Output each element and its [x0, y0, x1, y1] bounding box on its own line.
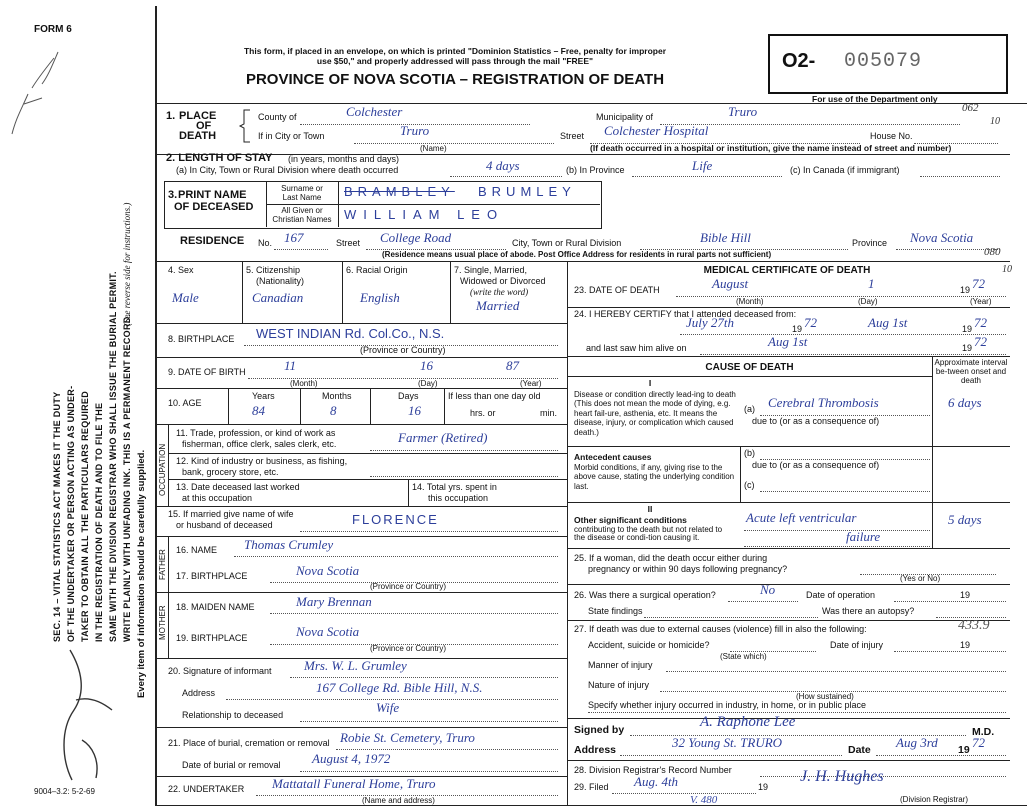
state-which: (State which) [720, 652, 767, 661]
informant-address-label: Address [182, 688, 216, 698]
stay-c-line [920, 176, 1000, 177]
attended-to-year: 72 [974, 315, 987, 330]
cause-a-value: Cerebral Thrombosis [768, 395, 879, 410]
attended-from-line [680, 334, 1006, 335]
rule-cause-3 [567, 548, 1010, 549]
stay-label: 2. LENGTH OF STAY [166, 152, 273, 164]
age-div-3 [370, 388, 371, 424]
filed-label: 29. Filed [574, 782, 609, 792]
street-label: Street [560, 131, 585, 141]
trade-value: Farmer (Retired) [398, 430, 488, 445]
rule-occ-2 [168, 479, 567, 480]
mother-maiden-line [270, 613, 558, 614]
other-interval: 5 days [948, 512, 982, 527]
marital-value: Married [476, 298, 520, 313]
filed-value: Aug. 4th [634, 774, 679, 789]
residence-note: (Residence means usual place of abode. Post Office Address for residents in rural parts not sufficient) [382, 250, 772, 259]
margin-signature [52, 640, 132, 790]
sex-value: Male [172, 290, 199, 305]
injury-date-19: 19 [960, 640, 971, 650]
burial-date-value: August 4, 1972 [312, 751, 391, 766]
antecedent-label: Antecedent causes [574, 452, 652, 462]
other-line-1 [744, 530, 930, 531]
rule-cause-1 [567, 446, 1010, 447]
age-div-1 [228, 388, 229, 424]
sig-address-line [620, 755, 842, 756]
dob-day: 16 [420, 358, 433, 373]
residence-city: Bible Hill [700, 230, 751, 245]
sig-date-year: 72 [972, 735, 985, 750]
given-value: WILLIAM LEO [344, 207, 505, 222]
side-note-6: WRITE PLAINLY WITH UNFADING INK. THIS IS A PERMANENT RECORD. [122, 313, 132, 642]
stay-b-label: (b) In Province [566, 165, 625, 175]
burial-place-label: 21. Place of burial, cremation or removal [168, 738, 330, 748]
other-label: Other significant conditions [574, 515, 687, 525]
column-divider [567, 261, 568, 805]
dod-day: 1 [868, 276, 875, 291]
attended-label: 24. I HEREBY CERTIFY that I attended deceased from: [574, 309, 797, 319]
name-num: 3. [168, 189, 178, 201]
md-label: M.D. [972, 726, 995, 738]
residence-label: RESIDENCE [180, 235, 245, 247]
stay-b-value: Life [692, 158, 713, 173]
roman-two: II [647, 504, 653, 514]
dept-code-2: 10 [990, 116, 1000, 127]
street-value: Colchester Hospital [604, 123, 709, 138]
undertaker-value: Mattatall Funeral Home, Truro [272, 776, 436, 791]
city-line [354, 143, 554, 144]
days-label: Days [398, 391, 419, 401]
form-label: FORM 6 [34, 24, 72, 35]
cause-b-label: (b) [744, 448, 755, 458]
cause-title: CAUSE OF DEATH [705, 362, 794, 373]
dod-year-prefix: 19 [960, 285, 971, 295]
dod-line [676, 296, 1006, 297]
row4-div-1 [242, 261, 243, 323]
house-label: House No. [870, 131, 913, 141]
other-line-2 [744, 546, 930, 547]
q27-label: 27. If death was due to external causes (violence) fill in also the following: [574, 624, 867, 634]
print-code: 9004–3.2: 5-2-69 [34, 787, 95, 796]
stay-b-line [632, 176, 782, 177]
residence-street-label: Street [336, 238, 361, 248]
manner-label: Manner of injury [588, 660, 653, 670]
side-note-2: OF THE UNDERTAKER OR PERSON ACTING AS UNDER- [66, 385, 76, 642]
hospital-note: (If death occurred in a hospital or institution, give the name instead of street and number) [590, 143, 952, 153]
residence-province: Nova Scotia [910, 230, 974, 245]
city-label: If in City or Town [258, 131, 325, 141]
q25-label-2: pregnancy or within 90 days following pregnancy? [588, 564, 788, 574]
dod-year-hint: (Year) [970, 297, 992, 306]
dob-label: 9. DATE OF BIRTH [168, 367, 246, 377]
op-date-19: 19 [960, 590, 971, 600]
burial-place-value: Robie St. Cemetery, Truro [340, 730, 475, 745]
due-to-b: due to (or as a consequence of) [752, 460, 880, 470]
citizenship-hint: (Nationality) [256, 276, 305, 286]
attended-from: July 27th [686, 315, 735, 330]
county-label: County of [258, 112, 297, 122]
informant-relationship-line [300, 721, 558, 722]
dod-month: August [712, 276, 749, 291]
dod-month-hint: (Month) [736, 297, 764, 306]
injury-date-label: Date of injury [830, 640, 884, 650]
side-note-1: SEC. 14 – VITAL STATISTICS ACT MAKES IT THE DUTY [52, 391, 62, 642]
approx-interval-label: Approximate interval be-tween onset and death [934, 358, 1008, 385]
dob-day-hint: (Day) [418, 379, 438, 388]
filed-line [612, 793, 756, 794]
father-name-value: Thomas Crumley [244, 537, 334, 552]
father-side-label: FATHER [158, 549, 167, 580]
birthplace-hint: (Province or Country) [360, 345, 446, 355]
min-label: min. [540, 408, 558, 418]
stay-c-label: (c) In Canada (if immigrant) [790, 165, 900, 175]
years-label: Years [252, 391, 275, 401]
accident-label: Accident, suicide or homicide? [588, 640, 710, 650]
autopsy-label: Was there an autopsy? [822, 606, 915, 616]
spouse-label-1: 15. If married give name of wife [168, 509, 294, 519]
residence-no: 167 [284, 230, 304, 245]
registrar-record-label: 28. Division Registrar's Record Number [574, 765, 732, 775]
birthplace-value: WEST INDIAN Rd. Col.Co., N.S. [256, 326, 445, 341]
op-date-line [894, 601, 1006, 602]
father-side-div [168, 536, 169, 592]
side-note-8: (See reverse side for instructions.) [122, 202, 132, 326]
age-div-4 [444, 388, 445, 424]
rule-med-4 [567, 620, 1010, 621]
occupation-side-label: OCCUPATION [158, 443, 167, 496]
q26-label: 26. Was there a surgical operation? [574, 590, 716, 600]
municipality-value: Truro [728, 104, 758, 119]
filed-19: 19 [758, 782, 769, 792]
cause-a-label: (a) [744, 404, 755, 414]
rule-7 [155, 506, 567, 507]
rule-cause-head [567, 376, 932, 377]
manner-line [666, 671, 1006, 672]
dob-month: 11 [284, 358, 297, 373]
name-label-1: PRINT NAME [178, 189, 247, 201]
side-note-7: Every item of information should be carefully supplied. [136, 449, 147, 698]
father-birthplace-hint: (Province or Country) [370, 582, 447, 591]
burial-date-label: Date of burial or removal [182, 760, 281, 770]
spouse-label-2: or husband of deceased [176, 520, 273, 530]
q27-code: 433.9 [958, 618, 990, 633]
other-value-2: failure [846, 529, 881, 544]
direct-cause-label: Disease or condition directly lead-ing to death (This does not mean the mode of dying, e.g. heart fail-ure, asthenia, etc. It means the disease, injury, or complication which caused death.) [574, 390, 736, 437]
industry-label-1: 12. Kind of industry or business, as fishing, [176, 456, 348, 466]
age-label: 10. AGE [168, 398, 202, 408]
dept-use-label: For use of the Department only [812, 94, 938, 104]
residence-no-label: No. [258, 238, 273, 248]
citizenship-label: 5. Citizenship [246, 265, 301, 275]
residence-street: College Road [380, 230, 452, 245]
place-num: 1. [166, 110, 176, 122]
medical-title: MEDICAL CERTIFICATE OF DEATH [703, 265, 871, 276]
how-sustained: (How sustained) [796, 692, 854, 701]
other-value-1: Acute left ventricular [746, 510, 857, 525]
surname-label-1: Surname or [281, 184, 323, 193]
rule-9 [155, 592, 567, 593]
surname-label-2: Last Name [282, 193, 322, 202]
dept-code-1: 062 [962, 102, 979, 114]
sex-label: 4. Sex [168, 265, 194, 275]
specify-label: Specify whether injury occurred in industry, in home, or in public place [588, 700, 866, 710]
marital-hint: (write the word) [470, 287, 529, 297]
mother-side-label: MOTHER [158, 605, 167, 640]
sig-address-value: 32 Young St. TRURO [672, 735, 783, 750]
q25-hint: (Yes or No) [900, 574, 941, 583]
months-label: Months [322, 391, 352, 401]
signed-value: A. Raphone Lee [700, 714, 796, 730]
rule-cause-2 [567, 502, 1010, 503]
dod-label: 23. DATE OF DEATH [574, 285, 660, 295]
last-saw-line [700, 354, 1006, 355]
mail-notice-1: This form, if placed in an envelope, on which is printed "Dominion Statistics – Free, penalty for improper [243, 46, 667, 56]
nature-label: Nature of injury [588, 680, 650, 690]
total-label-1: 14. Total yrs. spent in [412, 482, 497, 492]
dept-code-3: 080 [984, 246, 1001, 258]
attended-from-year: 72 [804, 315, 817, 330]
side-note-3: TAKER TO OBTAIN ALL THE PARTICULARS REQUIRED [80, 390, 90, 642]
mother-birthplace-hint: (Province or Country) [370, 644, 447, 653]
mother-maiden-value: Mary Brennan [296, 594, 372, 609]
due-to-a: due to (or as a consequence of) [752, 416, 880, 426]
rule-occ-1 [168, 453, 567, 454]
cause-a-interval: 6 days [948, 395, 982, 410]
attended-to-19: 19 [962, 324, 973, 334]
county-value: Colchester [346, 104, 403, 119]
sig-date-19: 19 [958, 744, 970, 756]
left-border [155, 6, 157, 806]
registrar-signature: J. H. Hughes [800, 768, 884, 785]
racial-label: 6. Racial Origin [346, 265, 408, 275]
citizenship-value: Canadian [252, 290, 304, 305]
informant-sig-line [290, 677, 558, 678]
q25-label-1: 25. If a woman, did the death occur either during [574, 553, 768, 563]
mother-birthplace-label: 19. BIRTHPLACE [176, 633, 248, 643]
informant-sig-value: Mrs. W. L. Grumley [304, 658, 407, 673]
q26-line [728, 601, 798, 602]
q26-value: No [760, 582, 776, 597]
mother-side-div [168, 592, 169, 658]
given-label-1: All Given or [281, 206, 323, 215]
name-label-2: OF DECEASED [174, 201, 254, 213]
place-label-2: OF [196, 120, 212, 132]
burial-date-line [300, 771, 558, 772]
roman-one: I [648, 378, 652, 388]
city-value: Truro [400, 123, 430, 138]
rule-11 [155, 727, 567, 728]
informant-relationship-label: Relationship to deceased [182, 710, 284, 720]
surname-value: BRUMLEY [478, 184, 576, 199]
state-findings-line [644, 617, 818, 618]
name-box-mid [266, 204, 600, 205]
cause-interval-div [932, 356, 933, 548]
attended-to: Aug 1st [868, 315, 908, 330]
father-birthplace-label: 17. BIRTHPLACE [176, 571, 248, 581]
marital-label-2: Widowed or Divorced [460, 276, 546, 286]
reg-prefix: O2- [782, 50, 816, 72]
occupation-side-div [168, 424, 169, 506]
informant-sig-label: 20. Signature of informant [168, 666, 272, 676]
op-date-label: Date of operation [806, 590, 876, 600]
last-saw-label: and last saw him alive on [586, 343, 687, 353]
dod-year: 72 [972, 276, 985, 291]
rule-8 [155, 536, 567, 537]
rule-5 [155, 388, 567, 389]
rule-6 [155, 424, 567, 425]
sig-date-line [876, 755, 1006, 756]
informant-relationship-value: Wife [376, 700, 400, 715]
burial-place-line [336, 749, 558, 750]
rule-3 [155, 323, 567, 324]
filed-initials: V. 480 [690, 794, 718, 806]
industry-line [370, 476, 558, 477]
residence-no-line [274, 249, 328, 250]
place-label-1: PLACE [179, 110, 217, 122]
occ-div [408, 479, 409, 506]
mother-maiden-label: 18. MAIDEN NAME [176, 602, 255, 612]
days-value: 16 [408, 403, 421, 418]
state-findings-label: State findings [588, 606, 643, 616]
antecedent-desc: Morbid conditions, if any, giving rise to the above cause, stating the underlying condition last. [574, 463, 735, 491]
informant-address-value: 167 College Rd. Bible Hill, N.S. [316, 680, 483, 695]
mother-birthplace-value: Nova Scotia [296, 624, 360, 639]
place-brace [238, 108, 252, 144]
specify-line [588, 712, 1006, 713]
sig-date-label: Date [848, 744, 871, 756]
cause-c-line [760, 491, 930, 492]
sig-address-label: Address [574, 744, 617, 756]
stay-a-value: 4 days [486, 158, 520, 173]
trade-label-1: 11. Trade, profession, or kind of work as [176, 428, 336, 438]
mail-notice-2: use $50," and properly addressed will pass through the mail "FREE" [316, 56, 594, 66]
municipality-label: Municipality of [596, 112, 654, 122]
dob-month-hint: (Month) [290, 379, 318, 388]
given-label-2: Christian Names [272, 215, 332, 224]
form-title: PROVINCE OF NOVA SCOTIA – REGISTRATION OF DEATH [245, 71, 665, 88]
spouse-line [300, 531, 558, 532]
years-value: 84 [252, 403, 265, 418]
residence-province-line [896, 249, 1000, 250]
sig-date-value: Aug 3rd [896, 735, 938, 750]
injury-date-line [894, 651, 1006, 652]
reg-number: 005079 [844, 50, 923, 73]
industry-label-2: bank, grocery store, etc. [182, 467, 279, 477]
rule-2 [155, 261, 1010, 262]
dept-code-4: 10 [1002, 264, 1012, 275]
stay-hint: (in years, months and days) [288, 154, 400, 164]
registrar-hint: (Division Registrar) [900, 795, 969, 804]
trade-label-2: fisherman, office clerk, sales clerk, etc. [182, 439, 337, 449]
birthplace-label: 8. BIRTHPLACE [168, 334, 235, 344]
row4-div-2 [342, 261, 343, 323]
months-value: 8 [330, 403, 337, 418]
father-name-label: 16. NAME [176, 545, 218, 555]
header-rule [155, 103, 1027, 104]
last-worked-label-2: at this occupation [182, 493, 253, 503]
margin-scribble [2, 38, 60, 138]
row4-div-3 [450, 261, 451, 323]
rule-1 [155, 154, 1010, 155]
side-note-5: SAME WITH THE DIVISION REGISTRAR WHO SHALL ISSUE THE BURIAL PERMIT. [108, 271, 118, 642]
last-saw-value: Aug 1st [768, 334, 808, 349]
father-name-line [234, 556, 558, 557]
lt-day-label: If less than one day old [448, 391, 541, 401]
hrs-label: hrs. or [470, 408, 496, 418]
signed-label: Signed by [574, 724, 625, 736]
trade-line [370, 450, 558, 451]
residence-province-label: Province [852, 238, 888, 248]
racial-value: English [360, 290, 400, 305]
residence-city-label: City, Town or Rural Division [512, 238, 622, 248]
undertaker-hint: (Name and address) [362, 796, 435, 805]
surname-struck: BRAMBLEY [344, 184, 455, 199]
cause-antecedent-div [740, 446, 741, 502]
side-note-4: IN THE REGISTRATION OF DEATH AND TO FILE THE [94, 402, 104, 642]
other-desc: contributing to the death but not related to the disease or condi-tion causing it. [574, 525, 723, 543]
marital-label-1: 7. Single, Married, [454, 265, 528, 275]
spouse-value: FLORENCE [352, 512, 439, 527]
last-worked-label-1: 13. Date deceased last worked [176, 482, 300, 492]
place-label-3: DEATH [179, 130, 217, 142]
cause-c-label: (c) [744, 480, 755, 490]
stay-a-line [450, 176, 562, 177]
dod-day-hint: (Day) [858, 297, 878, 306]
last-saw-year: 72 [974, 334, 987, 349]
rule-med-1 [567, 307, 1010, 308]
age-div-2 [300, 388, 301, 424]
undertaker-label: 22. UNDERTAKER [168, 784, 245, 794]
attended-from-19: 19 [792, 324, 803, 334]
father-birthplace-value: Nova Scotia [296, 563, 360, 578]
registration-number-box [768, 34, 1008, 94]
stay-a-label: (a) In City, Town or Rural Division where death occurred [176, 165, 399, 175]
bottom-border [155, 805, 1027, 806]
total-label-2: this occupation [428, 493, 489, 503]
city-name-hint: (Name) [420, 144, 447, 153]
rule-med-2 [567, 356, 1010, 357]
dob-year-hint: (Year) [520, 379, 542, 388]
dob-year: 87 [506, 358, 519, 373]
rule-med-3 [567, 584, 1010, 585]
last-saw-19: 19 [962, 343, 973, 353]
rule-med-6 [567, 760, 1010, 761]
